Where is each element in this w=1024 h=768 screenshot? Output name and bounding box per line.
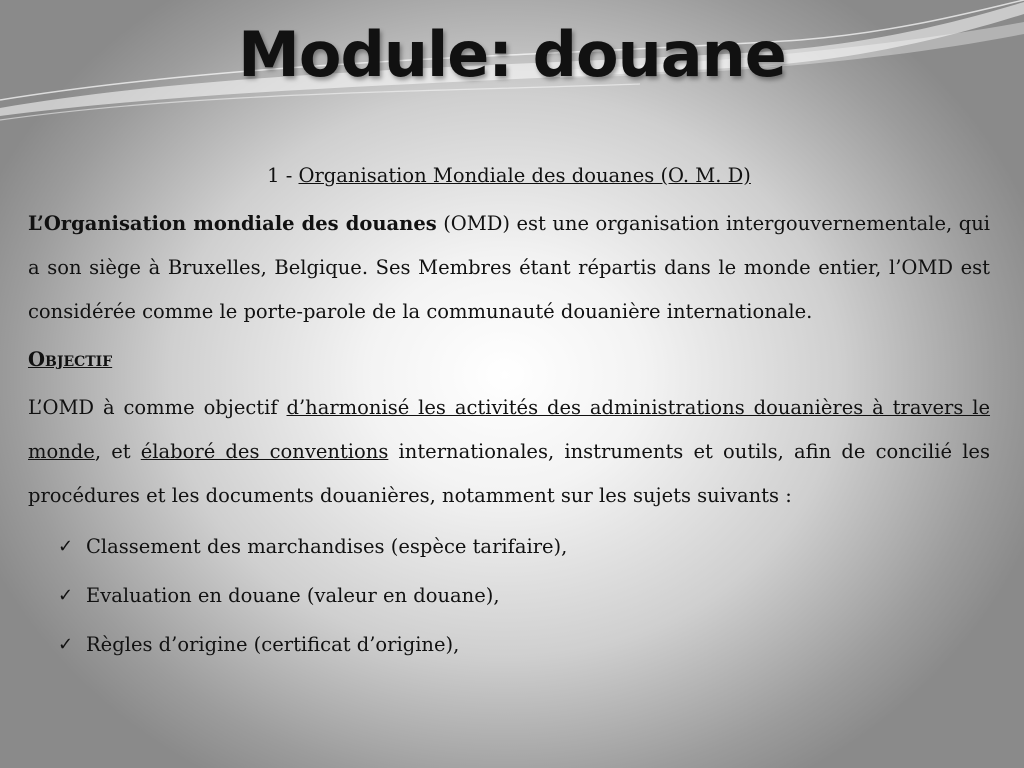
intro-bold: L’Organisation mondiale des douanes — [28, 212, 437, 235]
objective-link-2: élaboré des conventions — [140, 440, 389, 463]
objective-text-1: L’OMD à comme objectif — [28, 396, 287, 419]
subtitle — [28, 154, 990, 198]
subjects-list — [28, 522, 990, 669]
objective-text-3: internationales, instruments et outils, afin de concilié les procédures et les documents douanières, notamment sur les sujets suivants : — [28, 440, 990, 507]
check-icon: ✓ — [58, 535, 74, 557]
list-item — [28, 571, 990, 620]
objective-paragraph — [28, 386, 990, 518]
list-item-text: Règles d’origine (certificat d’origine), — [86, 632, 460, 656]
intro-text: (OMD) est une organisation intergouvernementale, qui a son siège à Bruxelles, Belgique. Ses Membres étant répartis dans le monde entier, l’OMD est considérée comme le porte-parole de la communauté douanière internationale. — [28, 212, 990, 323]
objective-heading: Objectif — [28, 348, 113, 371]
list-item-text: Evaluation en douane (valeur en douane), — [86, 583, 500, 607]
subtitle-prefix: 1 - — [267, 164, 299, 187]
check-icon: ✓ — [58, 584, 74, 606]
list-item — [28, 620, 990, 669]
check-icon: ✓ — [58, 633, 74, 655]
subtitle-link: Organisation Mondiale des douanes (O. M. D) — [298, 164, 751, 187]
slide-content — [28, 154, 990, 669]
objective-link-1: d’harmonisé les activités des administrations douanières à travers le monde — [28, 396, 991, 463]
objective-text-2: , et — [94, 440, 141, 463]
list-item — [28, 522, 990, 571]
intro-paragraph — [28, 202, 990, 334]
slide-title: Module: douane — [238, 18, 786, 91]
list-item-text: Classement des marchandises (espèce tarifaire), — [86, 534, 568, 558]
